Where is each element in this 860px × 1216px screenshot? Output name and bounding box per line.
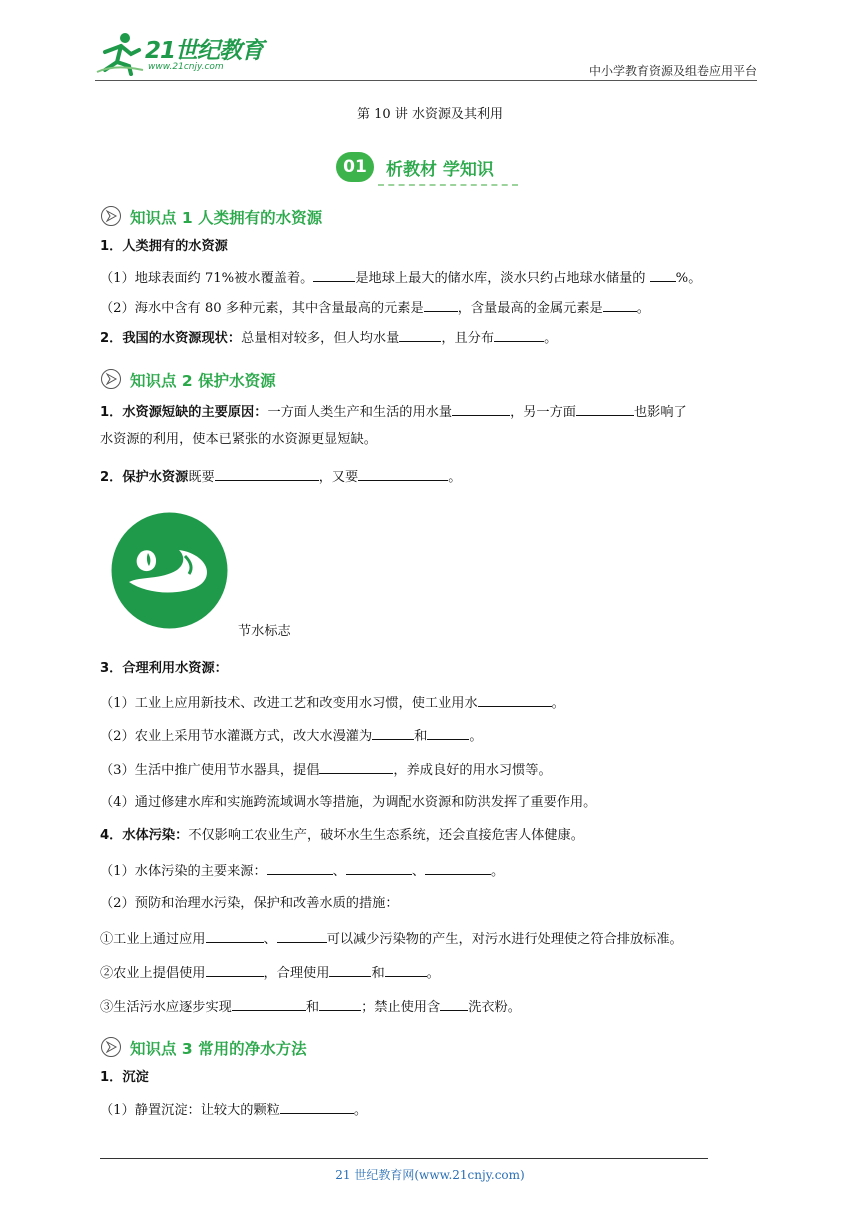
text: 一方面人类生产和生活的用水量: [267, 405, 453, 420]
text: 。: [636, 301, 650, 316]
kp1-line-3: [100, 327, 557, 349]
text: （1）工业上应用新技术、改进工艺和改变用水习惯，使工业用水: [100, 696, 478, 711]
logo-text: 21世纪教育: [145, 38, 264, 64]
kp2-line-2: 水资源的利用，使本已紧张的水资源更显短缺。: [100, 432, 377, 447]
text: 可以减少污染物的产生，对污水进行处理使之符合排放标准。: [326, 932, 683, 947]
blank: [313, 267, 355, 282]
runner-logo-icon: [95, 30, 145, 76]
text: （1）地球表面约 71%被水覆盖着。: [100, 271, 314, 286]
blank: [206, 928, 264, 943]
text: ，又要: [318, 470, 359, 485]
kp2-line-4: [100, 826, 584, 846]
blank: [576, 401, 634, 416]
text: ，含量最高的金属元素是: [457, 301, 603, 316]
blank: [427, 725, 469, 740]
text: 不仅影响工农业生产，破坏水生生态系统，还会直接危害人体健康。: [188, 828, 584, 843]
blank: [319, 996, 361, 1011]
text: ，另一方面: [510, 405, 576, 420]
kp1-line-2: [100, 297, 650, 319]
text: ，合理使用: [263, 966, 330, 981]
kp2-heading-3: 3．合理利用水资源：: [100, 661, 228, 676]
kp2-line-p1: [100, 860, 504, 882]
blank: [329, 962, 371, 977]
text: 。: [353, 1103, 368, 1118]
text: 。: [551, 696, 565, 711]
page-footer[interactable]: 21 世纪教育网(www.21cnjy.com): [335, 1168, 525, 1182]
text: ，且分布: [441, 331, 495, 346]
blank: [385, 962, 427, 977]
kp1-line-1: [100, 267, 701, 289]
text: 和: [371, 966, 385, 981]
section-banner: [336, 150, 526, 190]
emblem-caption: 节水标志: [238, 624, 291, 639]
blank: [215, 466, 319, 481]
text: 1．水资源短缺的主要原因：: [100, 405, 268, 420]
text: 也影响了: [634, 405, 687, 420]
text: 和: [414, 729, 428, 744]
blank: [440, 996, 468, 1011]
text: 。: [426, 966, 440, 981]
text: 、: [411, 864, 426, 879]
arrow-circle-icon: [100, 1036, 122, 1058]
blank: [319, 759, 393, 774]
banner-text: 析教材 学知识: [386, 160, 494, 180]
text: 总量相对较多，但人均水量: [241, 331, 400, 346]
blank: [478, 692, 552, 707]
text: %。: [675, 271, 702, 286]
blank: [372, 725, 414, 740]
kp2-line-1: [100, 401, 687, 423]
blank: [206, 962, 264, 977]
kp2-line-c2: [100, 962, 440, 984]
kp2-line-3: [100, 466, 461, 488]
text: 。: [469, 729, 483, 744]
text: 既要: [188, 470, 215, 485]
kp2-line-s1: [100, 692, 565, 714]
kp2-line-s3: [100, 759, 552, 781]
banner-number: 01: [336, 152, 374, 182]
platform-name: 中小学教育资源及组卷应用平台: [588, 64, 757, 78]
page-title: 第 10 讲 水资源及其利用: [357, 107, 503, 122]
blank: [424, 297, 458, 312]
kp2-line-s4: （4）通过修建水库和实施跨流域调水等措施，为调配水资源和防洪发挥了重要作用。: [100, 795, 597, 810]
kp2-line-s2: [100, 725, 483, 747]
text: （2）海水中含有 80 多种元素，其中含量最高的元素是: [100, 301, 424, 316]
kp2-line-p2: （2）预防和治理水污染，保护和改善水质的措施：: [100, 896, 399, 911]
blank: [452, 401, 510, 416]
footer-divider: [100, 1158, 708, 1159]
blank: [399, 327, 441, 342]
text: ③生活污水应逐步实现: [100, 1000, 232, 1015]
banner-divider: [378, 184, 518, 186]
kp1-heading-1: 1．人类拥有的水资源: [100, 239, 228, 254]
text: （3）生活中推广使用节水器具，提倡: [100, 763, 320, 778]
blank: [277, 928, 327, 943]
arrow-circle-icon: [100, 205, 122, 227]
text: 、: [332, 864, 346, 879]
text: ；禁止使用含: [361, 1000, 441, 1015]
blank: [267, 860, 333, 875]
kp3-heading-1: 1．沉淀: [100, 1070, 149, 1085]
text: 。: [448, 470, 462, 485]
text: 2．我国的水资源现状：: [100, 331, 242, 346]
text: 和: [305, 1000, 320, 1015]
blank: [425, 860, 491, 875]
text: 。: [544, 331, 558, 346]
text: 洗衣粉。: [468, 1000, 521, 1015]
water-saving-emblem-icon: [111, 512, 228, 629]
text: 2．保护水资源: [100, 470, 189, 485]
logo-url: www.21cnjy.com: [148, 62, 224, 72]
text: 。: [491, 864, 505, 879]
blank: [650, 267, 676, 282]
blank: [232, 996, 306, 1011]
knowledge-point-label: 知识点 1 人类拥有的水资源: [130, 209, 323, 227]
page-header: [95, 28, 757, 81]
kp3-line-1: [100, 1099, 367, 1121]
text: （1）静置沉淀：让较大的颗粒: [100, 1103, 280, 1118]
blank: [280, 1099, 354, 1114]
kp2-line-c1: [100, 928, 683, 950]
blank: [346, 860, 412, 875]
logo: [95, 30, 265, 76]
kp2-line-c3: [100, 996, 521, 1018]
text: （1）水体污染的主要来源：: [100, 864, 267, 879]
text: 4．水体污染：: [100, 828, 189, 843]
text: ②农业上提倡使用: [100, 966, 206, 981]
knowledge-point-label: 知识点 3 常用的净水方法: [130, 1040, 307, 1058]
text: ，养成良好的用水习惯等。: [393, 763, 552, 778]
blank: [358, 466, 448, 481]
text: （2）农业上采用节水灌溉方式，改大水漫灌为: [100, 729, 373, 744]
blank: [603, 297, 637, 312]
text: 、: [263, 932, 277, 947]
text: 是地球上最大的储水库，淡水只约占地球水储量的: [355, 271, 650, 286]
knowledge-point-label: 知识点 2 保护水资源: [130, 372, 276, 390]
arrow-circle-icon: [100, 368, 122, 390]
blank: [494, 327, 544, 342]
text: ①工业上通过应用: [100, 932, 206, 947]
